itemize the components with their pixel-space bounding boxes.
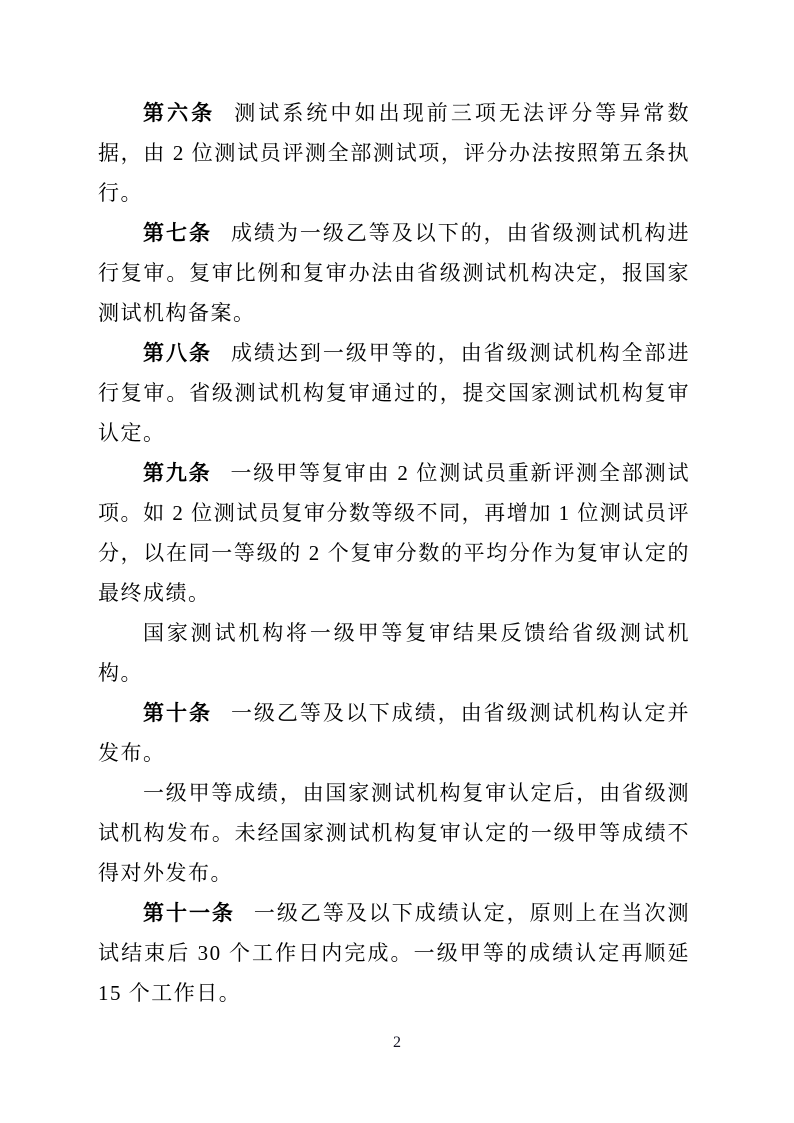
paragraph-text: 测试系统中如出现前三项无法评分等异常数据，由 2 位测试员评测全部测试项，评分办法按照第五条执行。 xyxy=(98,101,691,205)
paragraph-text: 一级甲等复审由 2 位测试员重新评测全部测试项。如 2 位测试员复审分数等级不同，再增加 1 位测试员评分，以在同一等级的 2 个复审分数的平均分作为复审认定的最终成绩。 xyxy=(98,461,691,605)
paragraph-text: 国家测试机构将一级甲等复审结果反馈给省级测试机构。 xyxy=(98,621,690,685)
paragraph-text: 成绩为一级乙等及以下的，由省级测试机构进行复审。复审比例和复审办法由省级测试机构决定，报国家测试机构备案。 xyxy=(98,221,691,325)
paragraph-article-11 xyxy=(98,893,690,1013)
article-number: 第七条 xyxy=(143,221,212,245)
paragraph-article-6 xyxy=(98,93,690,213)
page-number: 2 xyxy=(393,1034,401,1051)
paragraph-article-7 xyxy=(98,213,690,333)
paragraph-continuation xyxy=(98,773,690,893)
paragraph-article-8 xyxy=(98,333,690,453)
article-number: 第十条 xyxy=(143,701,212,725)
paragraph-article-10 xyxy=(98,693,690,773)
article-number: 第九条 xyxy=(143,461,212,485)
paragraph-continuation xyxy=(98,613,690,693)
document-body xyxy=(98,93,690,1013)
page-footer xyxy=(0,1033,794,1053)
paragraph-text: 一级乙等及以下成绩认定，原则上在当次测试结束后 30 个工作日内完成。一级甲等的成绩认定再顺延 15 个工作日。 xyxy=(98,901,691,1005)
paragraph-text: 一级甲等成绩，由国家测试机构复审认定后，由省级测试机构发布。未经国家测试机构复审认定的一级甲等成绩不得对外发布。 xyxy=(98,781,690,885)
paragraph-article-9 xyxy=(98,453,690,613)
article-number: 第十一条 xyxy=(143,901,235,925)
article-number: 第八条 xyxy=(143,341,212,365)
paragraph-text: 成绩达到一级甲等的，由省级测试机构全部进行复审。省级测试机构复审通过的，提交国家测试机构复审认定。 xyxy=(98,341,691,445)
article-number: 第六条 xyxy=(143,101,216,125)
paragraph-text: 一级乙等及以下成绩，由省级测试机构认定并发布。 xyxy=(98,701,691,765)
